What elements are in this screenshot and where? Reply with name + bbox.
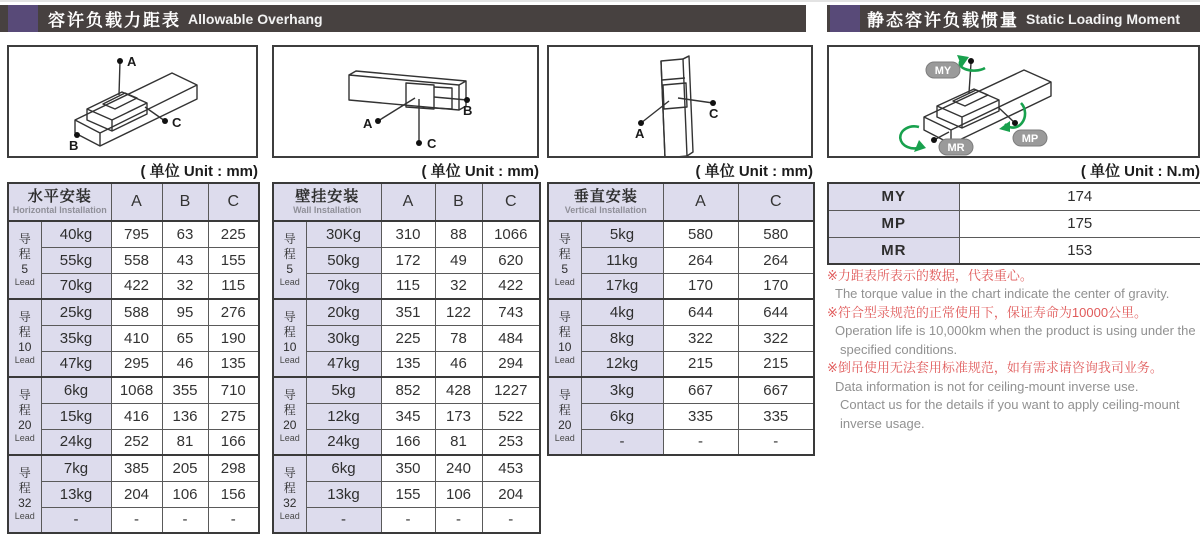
table-row: [828, 210, 1200, 237]
static-moment-table: [827, 182, 1200, 265]
note-zh: ※倒吊使用无法套用标准规范，如有需求请咨询我司业务。: [827, 360, 1163, 376]
table-row: 17kg 170 170: [548, 273, 814, 299]
note-en: inverse usage.: [840, 415, 925, 431]
table-row: 70kg 422 32 115: [8, 273, 259, 299]
wall-install-diagram: [272, 45, 539, 158]
col-header-b: B: [162, 183, 208, 221]
table-row: 导程 32 Lead 7kg 385 205 298: [8, 455, 259, 481]
note-zh: ※符合型录规范的正常使用下，保证寿命为10000公里。: [827, 304, 1148, 320]
note-en: Contact us for the details if you want to apply ceiling-mount: [840, 397, 1180, 413]
table-row: 导程 5 Lead 40kg 795 63 225: [8, 221, 259, 247]
lead-cell: 导程 32 Lead: [8, 455, 41, 533]
note-zh: ※力距表所表示的数据，代表重心。: [827, 268, 1033, 283]
point-c-label: C: [427, 136, 437, 151]
col-header-b: B: [435, 183, 482, 221]
lead-cell: 导程 20 Lead: [273, 377, 306, 455]
mr-badge: MR: [947, 142, 965, 154]
note-en: The torque value in the chart indicate the center of gravity.: [835, 286, 1170, 302]
page-top-divider: [0, 0, 1200, 2]
table-row: [828, 183, 1200, 210]
moment-key: MR: [828, 237, 959, 264]
wall-install-table: [272, 182, 541, 534]
section-header-static-loading-moment: [827, 5, 1200, 32]
table-row: 70kg 115 32 422: [273, 273, 540, 299]
col-header-a: A: [111, 183, 162, 221]
point-a-label: A: [127, 54, 137, 69]
table-row: 35kg 410 65 190: [8, 325, 259, 351]
table-row: 47kg 135 46 294: [273, 351, 540, 377]
table-row: - - -: [548, 429, 814, 455]
table-row: 12kg 345 173 522: [273, 403, 540, 429]
section-header-allowable-overhang: [0, 5, 806, 32]
note-en: specified conditions.: [840, 341, 958, 357]
point-a-label: A: [363, 116, 373, 131]
point-a-label: A: [635, 126, 645, 141]
table-row: 导程 10 Lead 4kg 644 644: [548, 299, 814, 325]
table-row: [828, 237, 1200, 264]
lead-cell: 导程 20 Lead: [548, 377, 581, 455]
table-row: 12kg 215 215: [548, 351, 814, 377]
vertical-install-table: [547, 182, 815, 456]
accent-square: [830, 5, 860, 32]
table-header-row: [548, 183, 814, 221]
unit-label-nm: ( 单位 Unit : N.m): [1080, 163, 1200, 180]
table-row: 24kg 166 81 253: [273, 429, 540, 455]
table-header-row: [8, 183, 259, 221]
table-title: 垂直安装 Vertical Installation: [548, 183, 663, 221]
lead-cell: 导程 10 Lead: [548, 299, 581, 377]
section-title-zh: 容许负载力距表: [48, 11, 181, 30]
lead-cell: 导程 5 Lead: [273, 221, 306, 299]
table-row: 13kg 155 106 204: [273, 481, 540, 507]
table-row: 47kg 295 46 135: [8, 351, 259, 377]
table-row: 导程 32 Lead 6kg 350 240 453: [273, 455, 540, 481]
lead-cell: 导程 10 Lead: [273, 299, 306, 377]
loading-moment-diagram: [827, 45, 1200, 158]
col-header-c: C: [738, 183, 814, 221]
lead-cell: 导程 5 Lead: [8, 221, 41, 299]
table-row: 导程 5 Lead 5kg 580 580: [548, 221, 814, 247]
section-title-en: Static Loading Moment: [1026, 10, 1180, 27]
horizontal-install-table: [7, 182, 260, 534]
table-title: 壁挂安装 Wall Installation: [273, 183, 381, 221]
table-row: 8kg 322 322: [548, 325, 814, 351]
point-b-label: B: [69, 138, 79, 153]
unit-label-mm: ( 单位 Unit : mm): [140, 163, 258, 180]
unit-label-mm: ( 单位 Unit : mm): [421, 163, 539, 180]
table-title: 水平安装 Horizontal Installation: [8, 183, 111, 221]
table-row: 55kg 558 43 155: [8, 247, 259, 273]
lead-cell: 导程 5 Lead: [548, 221, 581, 299]
lead-cell: 导程 10 Lead: [8, 299, 41, 377]
moment-key: MY: [828, 183, 959, 210]
point-c-label: C: [172, 115, 182, 130]
table-row: - - - -: [273, 507, 540, 533]
table-row: 导程 20 Lead 6kg 1068 355 710: [8, 377, 259, 403]
rail-isometric-drawing: [274, 47, 537, 156]
unit-label-mm: ( 单位 Unit : mm): [695, 163, 813, 180]
lead-cell: 导程 32 Lead: [273, 455, 306, 533]
table-row: 导程 20 Lead 3kg 667 667: [548, 377, 814, 403]
table-row: - - - -: [8, 507, 259, 533]
moment-isometric-drawing: [829, 47, 1198, 156]
my-badge: MY: [934, 65, 952, 77]
table-row: 6kg 335 335: [548, 403, 814, 429]
col-header-a: A: [381, 183, 435, 221]
table-row: 24kg 252 81 166: [8, 429, 259, 455]
horizontal-install-diagram: [7, 45, 258, 158]
table-row: 15kg 416 136 275: [8, 403, 259, 429]
table-row: 30kg 225 78 484: [273, 325, 540, 351]
moment-value: 174: [959, 183, 1200, 210]
moment-value: 153: [959, 237, 1200, 264]
section-title-en: Allowable Overhang: [188, 10, 323, 27]
table-row: 导程 10 Lead 25kg 588 95 276: [8, 299, 259, 325]
moment-value: 175: [959, 210, 1200, 237]
lead-cell: 导程 20 Lead: [8, 377, 41, 455]
note-en: Operation life is 10,000km when the product is using under the: [835, 323, 1196, 339]
moment-key: MP: [828, 210, 959, 237]
note-en: Data information is not for ceiling-mount inverse use.: [835, 378, 1139, 394]
col-header-a: A: [663, 183, 738, 221]
mp-badge: MP: [1021, 133, 1039, 145]
table-row: 导程 20 Lead 5kg 852 428 1227: [273, 377, 540, 403]
rail-isometric-drawing: [9, 47, 256, 156]
vertical-install-diagram: [547, 45, 813, 158]
table-header-row: [273, 183, 540, 221]
point-c-label: C: [709, 106, 719, 121]
table-row: 导程 5 Lead 30Kg 310 88 1066: [273, 221, 540, 247]
footnotes: [827, 267, 1200, 433]
table-row: 导程 10 Lead 20kg 351 122 743: [273, 299, 540, 325]
table-row: 11kg 264 264: [548, 247, 814, 273]
table-row: 13kg 204 106 156: [8, 481, 259, 507]
point-b-label: B: [463, 103, 473, 118]
table-row: 50kg 172 49 620: [273, 247, 540, 273]
col-header-c: C: [482, 183, 540, 221]
section-title-zh: 静态容许负载惯量: [867, 11, 1019, 30]
accent-square: [8, 5, 38, 32]
rail-isometric-drawing: [549, 47, 811, 156]
col-header-c: C: [208, 183, 259, 221]
